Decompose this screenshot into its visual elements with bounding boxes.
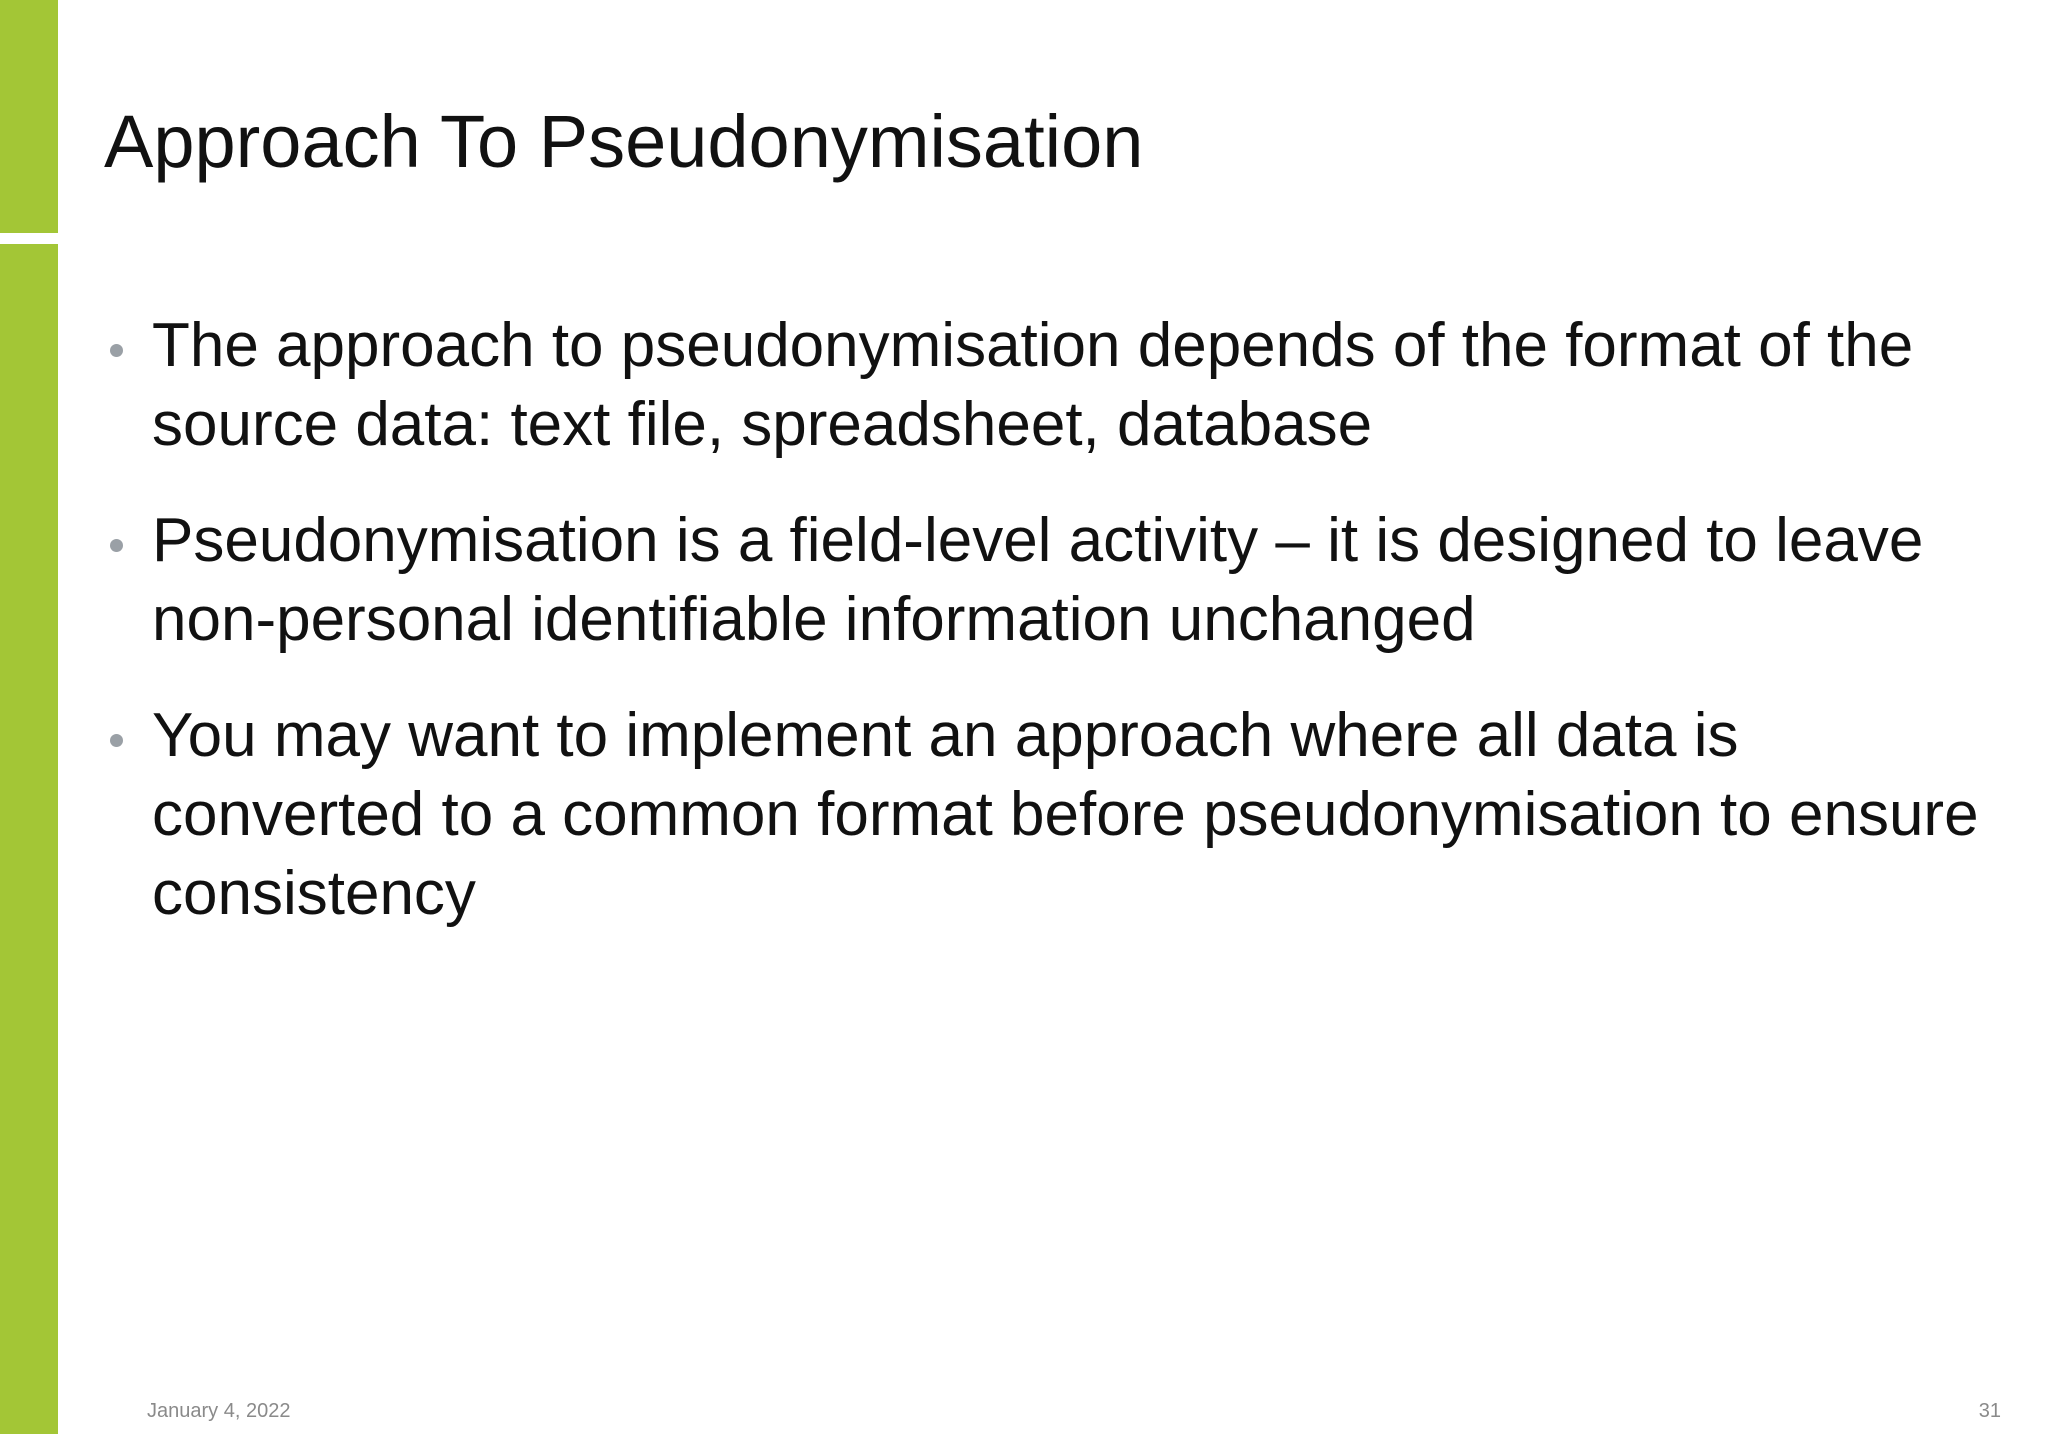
slide-title: Approach To Pseudonymisation: [104, 100, 1144, 183]
bullet-item-1: [104, 306, 1984, 464]
bullet-dot-icon: [110, 539, 123, 552]
bullet-dot-icon: [110, 734, 123, 747]
accent-bar-bottom: [0, 244, 58, 1434]
footer-date: January 4, 2022: [147, 1400, 291, 1422]
bullet-text: You may want to implement an approach where all data is converted to a common format before pseudonymisation to ensure consistency: [152, 701, 1979, 928]
bullet-item-2: [104, 501, 1984, 659]
bullet-dot-icon: [110, 344, 123, 357]
bullet-text: The approach to pseudonymisation depends of the format of the source data: text file, spreadsheet, database: [152, 311, 1914, 459]
footer-page-number: 31: [1978, 1400, 2001, 1422]
bullet-text: Pseudonymisation is a field-level activity – it is designed to leave non-personal identifiable information unchanged: [152, 506, 1924, 654]
bullet-item-3: [104, 696, 1984, 933]
bullet-list: [104, 306, 1984, 970]
accent-bar-top: [0, 0, 58, 233]
